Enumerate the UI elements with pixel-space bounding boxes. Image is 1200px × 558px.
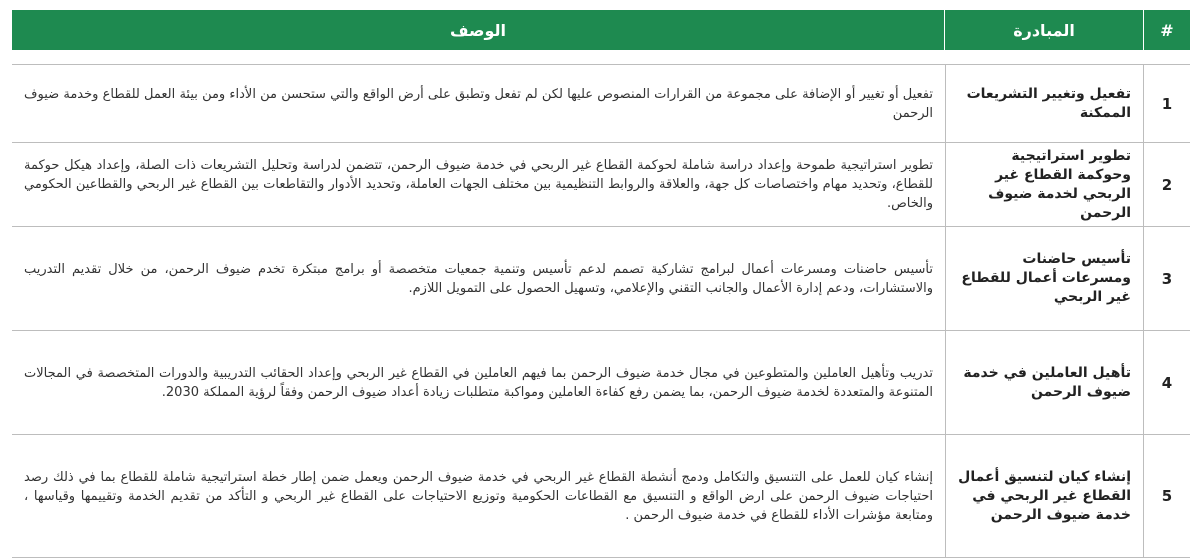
- row-description: [12, 227, 945, 330]
- initiatives-table: [12, 10, 1190, 558]
- row-initiative: [945, 435, 1143, 557]
- row-initiative: [945, 65, 1143, 142]
- row-description: [12, 331, 945, 434]
- description-text: تأسيس حاضنات ومسرعات أعمال لبرامج تشاركية تصمم لدعم تأسيس وتنمية جمعيات متخصصة أو برامج مبتكرة تخدم ضيوف الرحمن، من خلال تقديم التدريب والاستشارات، ودعم إدارة الأعمال والجانب التقني والإعلامي، وتسهيل الحصول على التمويل اللازم.: [24, 261, 933, 296]
- initiative-text: تطوير استراتيجية وحوكمة القطاع غير الربحي لخدمة ضيوف الرحمن: [988, 147, 1131, 221]
- row-initiative: [945, 143, 1143, 226]
- table-row: [12, 434, 1190, 558]
- row-number: 5: [1143, 435, 1190, 557]
- table-row: [12, 142, 1190, 226]
- initiative-text: تأسيس حاضنات ومسرعات أعمال للقطاع غير الربحي: [961, 251, 1131, 305]
- row-number: 2: [1143, 143, 1190, 226]
- description-text: تطوير استراتيجية طموحة وإعداد دراسة شاملة لحوكمة القطاع غير الربحي في خدمة ضيوف الرحمن، تتضمن لدراسة وتحليل التشريعات ذات الصلة، وإعداد هيكل حوكمة للقطاع، وتحديد مهام واختصاصات كل جهة، والعلاقة والروابط التنظيمية بين مختلف الجهات العاملة، وتحديد الأدوار والتقاطعات بين القطاع غير الربحي والقطاعين الحكومي والخاص.: [24, 158, 933, 211]
- initiative-text: تفعيل وتغيير التشريعات الممكنة: [966, 85, 1131, 121]
- table-row: [12, 330, 1190, 434]
- row-number: 1: [1143, 65, 1190, 142]
- description-text: إنشاء كيان للعمل على التنسيق والتكامل ودمج أنشطة القطاع غير الربحي في خدمة ضيوف الرحمن ويعمل ضمن إطار خطة استراتيجية شاملة للقطاع بما في ذلك رصد احتياجات ضيوف الرحمن على ارض الواقع و التنسيق مع القطاعات الحكومية وتوزيع الاحتياجات على القطاع غير الربحي و التأكد من تقديم الخدمة وتقييمها وقياسها ، ومتابعة مؤشرات الأداء للقطاع في خدمة ضيوف الرحمن .: [24, 469, 933, 523]
- table-row: [12, 226, 1190, 330]
- description-text: تفعيل أو تغيير أو الإضافة على مجموعة من القرارات المنصوص عليها لكن لم تفعل وتطبق على أرض الواقع والتي ستحسن من الأداء ومن بيئة العمل للقطاع وخدمة ضيوف الرحمن: [24, 86, 933, 121]
- header-initiative: المبادرة: [944, 10, 1143, 50]
- row-initiative: [945, 331, 1143, 434]
- row-description: [12, 143, 945, 226]
- row-description: [12, 435, 945, 557]
- initiative-text: تأهيل العاملين في خدمة ضيوف الرحمن: [963, 364, 1131, 400]
- row-number: 4: [1143, 331, 1190, 434]
- description-text: تدريب وتأهيل العاملين والمتطوعين في مجال خدمة ضيوف الرحمن بما فيهم العاملين في القطاع غير الربحي وإعداد الحقائب التدريبية والدورات المتخصصة في المجالات المتنوعة والمتعددة لخدمة ضيوف الرحمن، بما يضمن رفع كفاءة العاملين ومواكبة متطلبات زيادة أعداد ضيوف الرحمن وفقاً لرؤية المملكة 2030.: [24, 365, 933, 400]
- row-number: 3: [1143, 227, 1190, 330]
- row-initiative: [945, 227, 1143, 330]
- initiative-text: إنشاء كيان لتنسيق أعمال القطاع غير الربحي في خدمة ضيوف الرحمن: [958, 468, 1131, 523]
- table-row: [12, 64, 1190, 142]
- header-gap: [12, 50, 1190, 64]
- header-description: الوصف: [449, 20, 507, 40]
- row-description: [12, 65, 945, 142]
- table-header: [12, 10, 1190, 50]
- header-number: #: [1143, 10, 1190, 50]
